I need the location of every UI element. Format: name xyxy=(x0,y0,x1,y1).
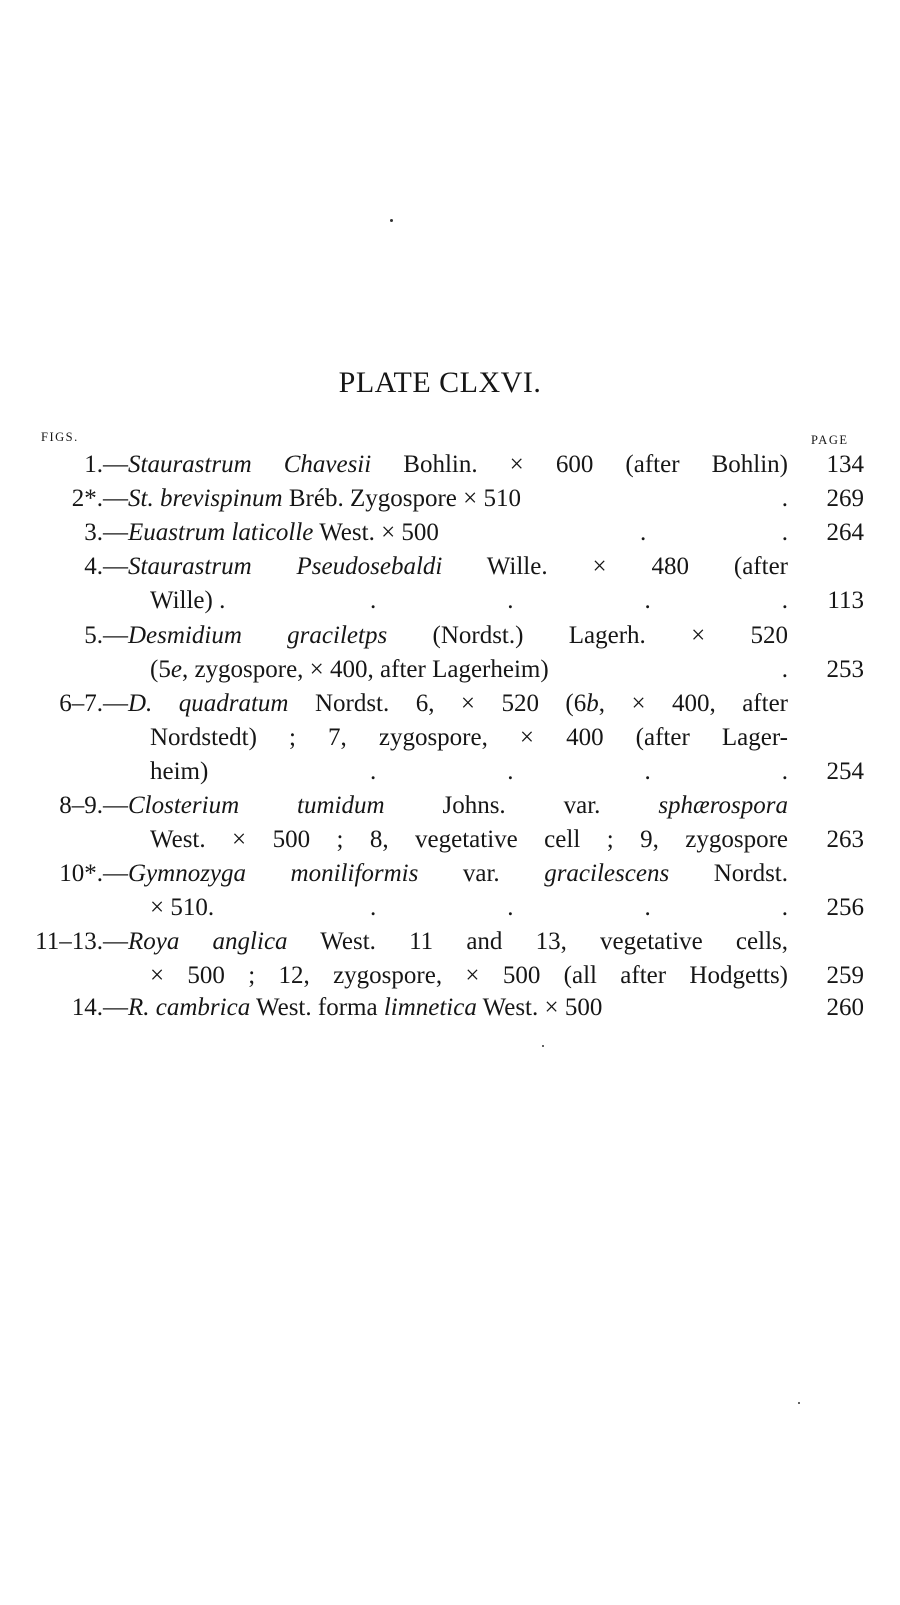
entry-text xyxy=(150,653,549,687)
paper-speck xyxy=(390,219,393,222)
leader-dot: . xyxy=(781,519,788,546)
page-number: 254 xyxy=(826,758,864,785)
figure-entry xyxy=(0,550,900,618)
leader-dot: . xyxy=(370,758,377,785)
entry-text xyxy=(128,857,788,891)
figure-entry xyxy=(0,789,900,857)
figure-entry xyxy=(0,925,900,993)
entry-text xyxy=(150,721,788,755)
entry-line xyxy=(0,448,900,482)
entry-line xyxy=(0,550,900,584)
page-number: 264 xyxy=(826,519,864,546)
figure-entry xyxy=(0,619,900,687)
taxon-name: Euastrum laticolle xyxy=(128,519,314,546)
description-text: West. forma xyxy=(250,994,384,1021)
leader-dot: . xyxy=(507,758,514,785)
dot-leader xyxy=(370,891,788,925)
taxon-name: gracilescens xyxy=(544,860,670,887)
figure-number: 1.— xyxy=(84,451,128,478)
entry-text xyxy=(128,482,788,516)
taxon-name: Staurastrum Chavesii xyxy=(128,451,372,478)
page-column-header: PAGE xyxy=(811,433,849,447)
entry-text xyxy=(128,550,788,584)
description-text: West. × 500 ; 8, vegetative cell ; 9, zygospore xyxy=(150,826,788,853)
leader-dot: . xyxy=(370,587,377,614)
description-text: × 500 ; 12, zygospore, × 500 (all after Hodgetts) xyxy=(150,962,788,989)
entry-line xyxy=(0,687,900,721)
entry-line xyxy=(0,925,900,959)
description-text: heim) xyxy=(150,758,209,785)
entry-line xyxy=(0,653,900,687)
taxon-name: Desmidium graciletps xyxy=(128,622,388,649)
leader-dot: . xyxy=(644,587,651,614)
figure-number: 3.— xyxy=(84,519,128,546)
entry-line xyxy=(0,755,900,789)
leader-dot: . xyxy=(781,485,788,512)
entry-line xyxy=(0,721,900,755)
page-number: 113 xyxy=(827,587,864,614)
paper-speck xyxy=(542,1045,544,1047)
leader-dot: . xyxy=(640,519,647,546)
entry-text xyxy=(128,619,788,653)
figure-entry xyxy=(0,482,900,516)
leader-dot: . xyxy=(507,587,514,614)
entry-text xyxy=(150,823,788,857)
description-text: Bréb. Zygospore × 510 xyxy=(282,485,521,512)
leader-dot: . xyxy=(370,894,377,921)
description-text: Bohlin. × 600 (after Bohlin) xyxy=(371,451,789,478)
dot-leader xyxy=(370,584,788,618)
description-text: , × 400, after xyxy=(598,690,788,717)
description-text: West. × 500 xyxy=(313,519,439,546)
figure-entry xyxy=(0,687,900,789)
page-number: 259 xyxy=(826,962,864,989)
description-text: Johns. var. xyxy=(384,792,659,819)
entry-line xyxy=(0,891,900,925)
entry-text xyxy=(128,448,788,482)
page-number: 256 xyxy=(826,894,864,921)
entry-line xyxy=(0,516,900,550)
entry-text xyxy=(150,959,788,993)
entry-text xyxy=(150,891,214,925)
description-text: × 510. xyxy=(150,894,215,921)
entry-line xyxy=(0,959,900,993)
figure-entry xyxy=(0,448,900,482)
leader-dot: . xyxy=(644,758,651,785)
description-text: var. xyxy=(418,860,545,887)
figure-entry xyxy=(0,857,900,925)
taxon-name: Closterium tumidum xyxy=(128,792,385,819)
taxon-name: St. brevispinum xyxy=(128,485,283,512)
figure-number: 10*.— xyxy=(59,860,128,887)
figure-number: 11–13.— xyxy=(35,928,128,955)
entry-text xyxy=(128,789,788,823)
page-number: 253 xyxy=(826,656,864,683)
figure-number: 6–7.— xyxy=(59,690,128,717)
leader-dot: . xyxy=(781,758,788,785)
entry-text xyxy=(150,584,225,618)
description-text: Wille) . xyxy=(150,587,226,614)
description-text: (5 xyxy=(150,656,171,683)
entry-line xyxy=(0,482,900,516)
leader-dot: . xyxy=(507,894,514,921)
page-number: 134 xyxy=(826,451,864,478)
figure-number: 2*.— xyxy=(71,485,128,512)
page-number: 269 xyxy=(826,485,864,512)
entry-line xyxy=(0,823,900,857)
leader-dot: . xyxy=(781,587,788,614)
description-text: Nordst. xyxy=(669,860,788,887)
entry-text xyxy=(128,687,788,721)
page-number: 260 xyxy=(826,994,864,1021)
entry-line xyxy=(0,619,900,653)
entry-text xyxy=(150,755,208,789)
taxon-name: sphærospora xyxy=(658,792,788,819)
taxon-name: Staurastrum Pseudosebaldi xyxy=(128,553,443,580)
taxon-name: limnetica xyxy=(383,994,477,1021)
plate-title: PLATE CLXVI. xyxy=(338,366,542,399)
entry-line xyxy=(0,991,900,1025)
description-text: West. 11 and 13, vegetative cells, xyxy=(287,928,788,955)
taxon-name: e xyxy=(170,656,182,683)
dot-leader xyxy=(640,516,788,550)
description-text: Nordst. 6, × 520 (6 xyxy=(288,690,587,717)
leader-dot: . xyxy=(644,894,651,921)
paper-speck xyxy=(798,1402,800,1404)
entry-line xyxy=(0,789,900,823)
description-text: (Nordst.) Lagerh. × 520 xyxy=(387,622,789,649)
taxon-name: Gymnozyga moniliformis xyxy=(128,860,419,887)
entry-line xyxy=(0,857,900,891)
figure-entry xyxy=(0,516,900,550)
entry-text xyxy=(128,925,788,959)
taxon-name: R. cambrica xyxy=(128,994,251,1021)
taxon-name: Roya anglica xyxy=(128,928,288,955)
figure-number: 4.— xyxy=(84,553,128,580)
entry-line xyxy=(0,584,900,618)
figs-column-header: FIGS. xyxy=(41,430,79,444)
leader-dot: . xyxy=(781,894,788,921)
figure-entry xyxy=(0,991,900,1025)
description-text: West. × 500 xyxy=(476,994,603,1021)
page-number: 263 xyxy=(826,826,864,853)
description-text: , zygospore, × 400, after Lagerheim) xyxy=(181,656,549,683)
figure-number: 8–9.— xyxy=(59,792,128,819)
entry-text xyxy=(128,991,788,1025)
taxon-name: b xyxy=(586,690,599,717)
figure-number: 5.— xyxy=(84,622,128,649)
figure-number: 14.— xyxy=(71,994,128,1021)
description-text: Nordstedt) ; 7, zygospore, × 400 (after Lager- xyxy=(150,724,788,751)
description-text: Wille. × 480 (after xyxy=(442,553,788,580)
leader-dot: . xyxy=(781,656,788,683)
taxon-name: D. quadratum xyxy=(128,690,289,717)
dot-leader xyxy=(370,755,788,789)
